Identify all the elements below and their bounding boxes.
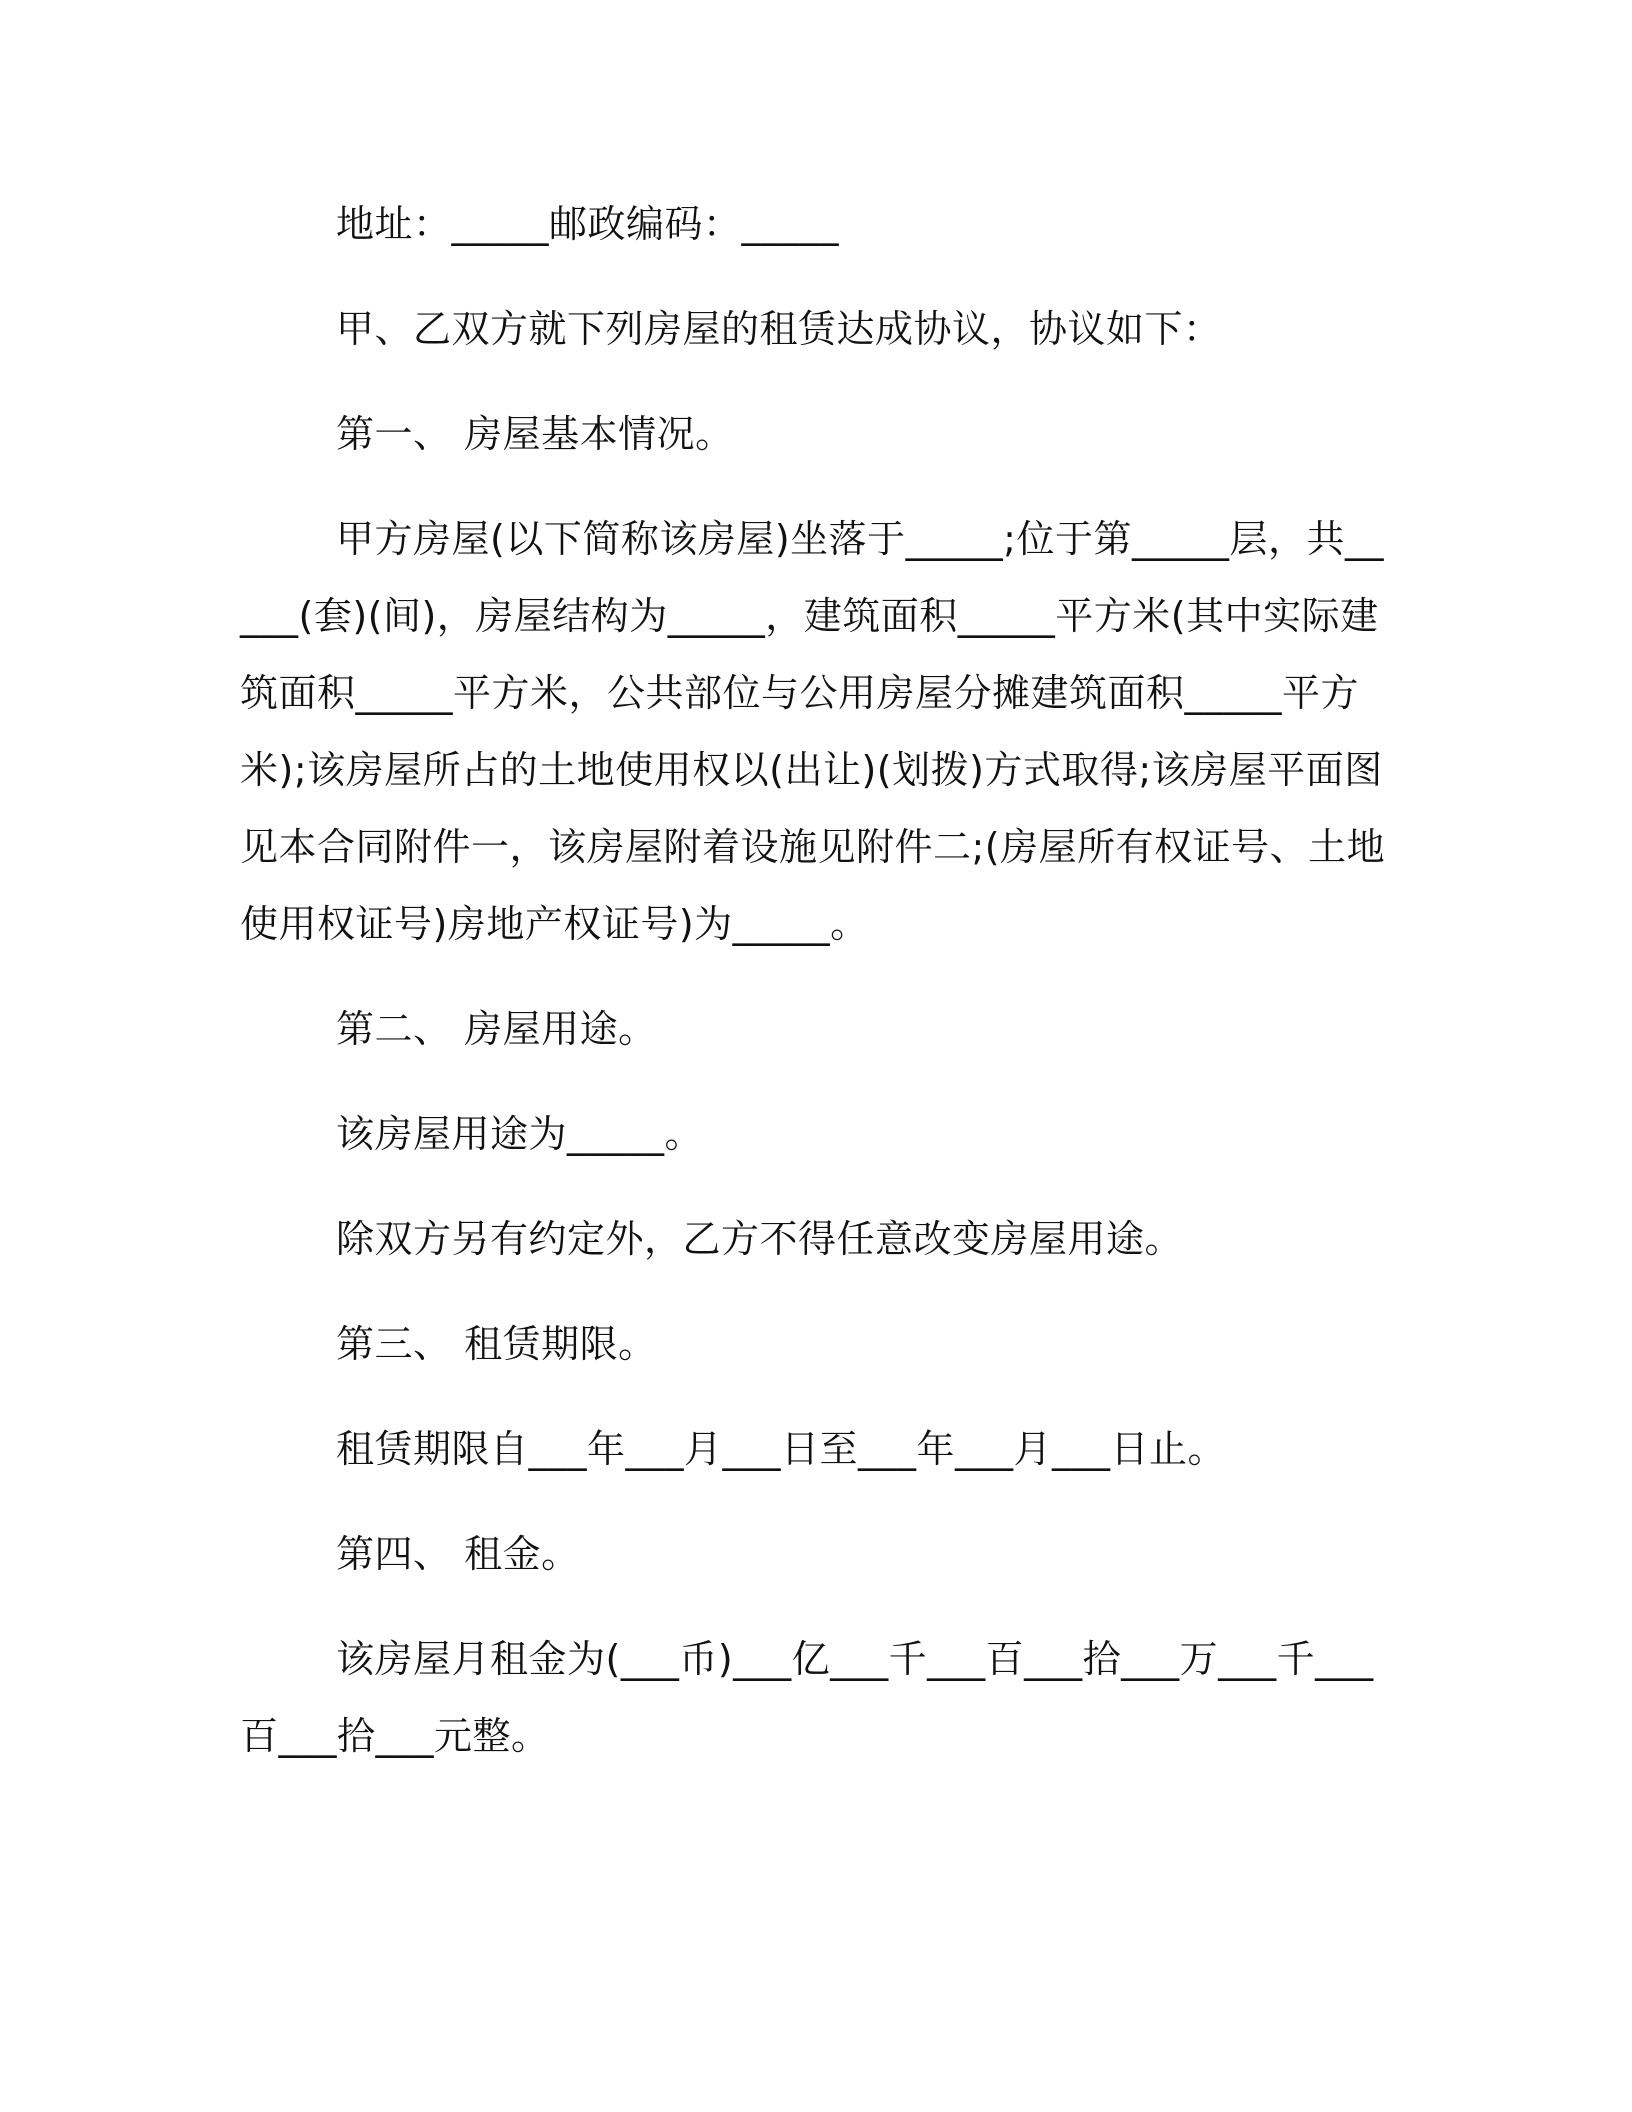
document-body xyxy=(240,186,1400,1803)
section-2-heading: 第二、 房屋用途。 xyxy=(336,1007,657,1051)
section-4-heading: 第四、 租金。 xyxy=(336,1532,580,1576)
section-2-body: 该房屋用途为_____。 xyxy=(336,1112,704,1156)
agreement-intro: 甲、乙双方就下列房屋的租赁达成协议，协议如下： xyxy=(336,307,1222,351)
section-3-body: 租赁期限自___年___月___日至___年___月___日止。 xyxy=(336,1427,1227,1471)
section-2-restriction: 除双方另有约定外，乙方不得任意改变房屋用途。 xyxy=(336,1217,1184,1261)
address-postcode-line: 地址：_____邮政编码：_____ xyxy=(336,202,840,246)
section-3-heading: 第三、 租赁期限。 xyxy=(336,1322,657,1366)
section-4-body: 该房屋月租金为(___币)___亿___千___百___拾___万___千___百___拾___元整。 xyxy=(240,1637,1374,1758)
section-1-heading: 第一、 房屋基本情况。 xyxy=(336,412,734,456)
section-1-body: 甲方房屋(以下简称该房屋)坐落于_____;位于第_____层，共_____(套)(间)，房屋结构为_____，建筑面积_____平方米(其中实际建筑面积_____平方米，公共部位与公用房屋分摊建筑面积_____平方米);该房屋所占的土地使用权以(出让)(划拨)方式取得;该房屋平面图见本合同附件一，该房屋附着设施见附件二;(房屋所有权证号、土地使用权证号)房地产权证号)为_____。 xyxy=(240,517,1386,946)
